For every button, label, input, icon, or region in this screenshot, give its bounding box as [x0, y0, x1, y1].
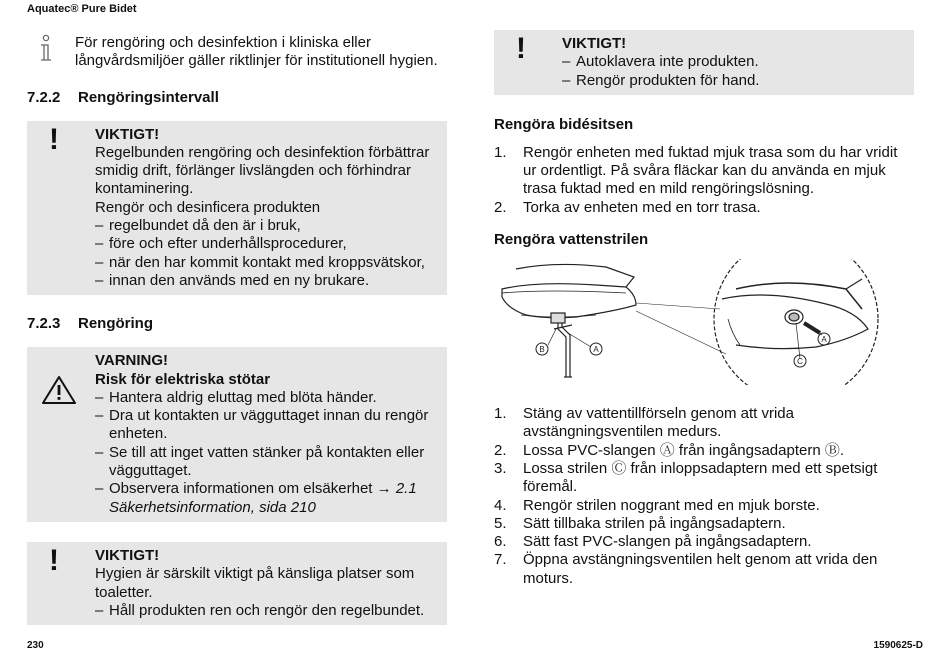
- list-item: 6. Sätt fast PVC-slangen på ingångsadaptern.: [494, 533, 812, 551]
- list-item: 5. Sätt tillbaka strilen på ingångsadaptern.: [494, 514, 786, 532]
- note-list-item: – när den har kommit kontakt med kroppsvätskor,: [95, 254, 439, 272]
- subheading-strainer: Rengöra vattenstrilen: [494, 231, 649, 249]
- info-text: För rengöring och desinfektion i kliniska eller långvårdsmiljöer gäller riktlinjer för institutionell hygien.: [75, 34, 438, 70]
- figure-label-a-detail: A: [821, 335, 827, 345]
- section-title: Rengöringsintervall: [78, 88, 219, 106]
- subheading-seat: Rengöra bidésitsen: [494, 115, 634, 133]
- note-list-item: – Håll produkten ren och rengör den regelbundet.: [95, 602, 439, 620]
- warning-list-item: – Hantera aldrig eluttag med blöta händer.: [95, 389, 439, 407]
- step-text: Stäng av vattentillförseln genom att vrida avstängningsventilen medurs.: [523, 405, 794, 441]
- warning-subtitle: Risk för elektriska stötar: [95, 370, 271, 388]
- figure-label-b: B: [539, 345, 545, 355]
- note-text: Regelbunden rengöring och desinfektion förbättrar smidig drift, förlänger livslängden och förhindrar kontaminering.: [95, 143, 430, 198]
- section-heading-7-2-2: [27, 89, 447, 106]
- note-title: VIKTIGT!: [562, 35, 627, 52]
- exclamation-icon: !: [516, 32, 526, 65]
- note-title: VIKTIGT!: [95, 546, 160, 564]
- step-text: Sätt fast PVC-slangen på ingångsadaptern.: [523, 533, 812, 551]
- step-text: Sätt tillbaka strilen på ingångsadaptern.: [523, 514, 786, 532]
- cross-reference-link[interactable]: 2.1 Säkerhetsinformation, sida 210: [109, 480, 417, 516]
- step-text: Lossa PVC-slangen Ⓐ från ingångsadaptern Ⓑ.: [523, 441, 845, 459]
- note-list-item: – Rengör produkten för hand.: [562, 72, 906, 90]
- left-column: [27, 34, 447, 641]
- note-list-item: – Autoklavera inte produkten.: [562, 53, 906, 71]
- right-column: [494, 30, 914, 602]
- note-title: VIKTIGT!: [95, 125, 160, 143]
- reference-prefix: Observera informationen om elsäkerhet: [109, 480, 373, 498]
- step-text: Torka av enheten med en torr trasa.: [523, 198, 761, 216]
- strainer-illustration: [496, 259, 896, 385]
- list-item: 2. Lossa PVC-slangen Ⓐ från ingångsadaptern Ⓑ.: [494, 441, 845, 459]
- arrow-icon: →: [376, 480, 392, 498]
- important-note: [27, 121, 447, 296]
- list-item: 1. Stäng av vattentillförseln genom att vrida avstängningsventilen medurs.: [494, 405, 794, 441]
- warning-list-item: [95, 480, 439, 517]
- section-number: 7.2.3: [27, 315, 61, 333]
- important-note: [494, 30, 914, 95]
- strainer-steps: [494, 405, 914, 588]
- step-text: Rengör enheten med fuktad mjuk trasa som du har vridit ur ordentligt. På svåra fläckar kan du använda en mjuk trasa fuktad med en mild rengöringslösning.: [523, 143, 898, 198]
- list-item: 3. Lossa strilen Ⓒ från inloppsadaptern med ett spetsigt föremål.: [494, 459, 878, 496]
- list-item: 4. Rengör strilen noggrant med en mjuk borste.: [494, 496, 820, 514]
- section-title: Rengöring: [78, 315, 153, 333]
- exclamation-icon: !: [49, 122, 59, 156]
- figure-label-c: C: [797, 357, 803, 367]
- important-note: [27, 542, 447, 625]
- running-header: Aquatec® Pure Bidet: [27, 3, 137, 15]
- note-text: Rengör och desinficera produkten: [95, 198, 321, 216]
- list-item: 1. Rengör enheten med fuktad mjuk trasa som du har vridit ur ordentligt. På svåra fläckar kan du använda en mjuk trasa fuktad med en mild rengöringslösning.: [494, 143, 898, 198]
- exclamation-icon: !: [49, 543, 59, 577]
- warning-title: VARNING!: [95, 352, 169, 370]
- warning-list-item: – Se till att inget vatten stänker på kontakten eller vägguttaget.: [95, 444, 439, 481]
- step-text: Lossa strilen Ⓒ från inloppsadaptern med ett spetsigt föremål.: [523, 459, 878, 496]
- warning-list-item: – Dra ut kontakten ur vägguttaget innan du rengör enheten.: [95, 407, 439, 444]
- list-item: 7. Öppna avstängningsventilen helt genom att vrida den moturs.: [494, 551, 878, 587]
- section-number: 7.2.2: [27, 88, 61, 106]
- seat-steps: [494, 144, 914, 217]
- step-text: Rengör strilen noggrant med en mjuk borste.: [523, 496, 820, 514]
- figure-label-a: A: [593, 345, 599, 355]
- step-text: Öppna avstängningsventilen helt genom att vrida den moturs.: [523, 551, 878, 587]
- note-text: Hygien är särskilt viktigt på känsliga platser som toaletter.: [95, 565, 415, 601]
- info-icon: [35, 34, 57, 64]
- document-id: 1590625-D: [873, 640, 923, 651]
- info-note: [27, 34, 447, 71]
- note-list-item: – regelbundet då den är i bruk,: [95, 217, 439, 235]
- page-number: 230: [27, 640, 44, 651]
- warning-note: [27, 347, 447, 522]
- section-heading-7-2-3: [27, 315, 447, 332]
- note-list-item: – innan den används med en ny brukare.: [95, 272, 439, 290]
- note-list-item: – före och efter underhållsprocedurer,: [95, 235, 439, 253]
- warning-triangle-icon: [41, 375, 77, 405]
- list-item: 2. Torka av enheten med en torr trasa.: [494, 198, 761, 216]
